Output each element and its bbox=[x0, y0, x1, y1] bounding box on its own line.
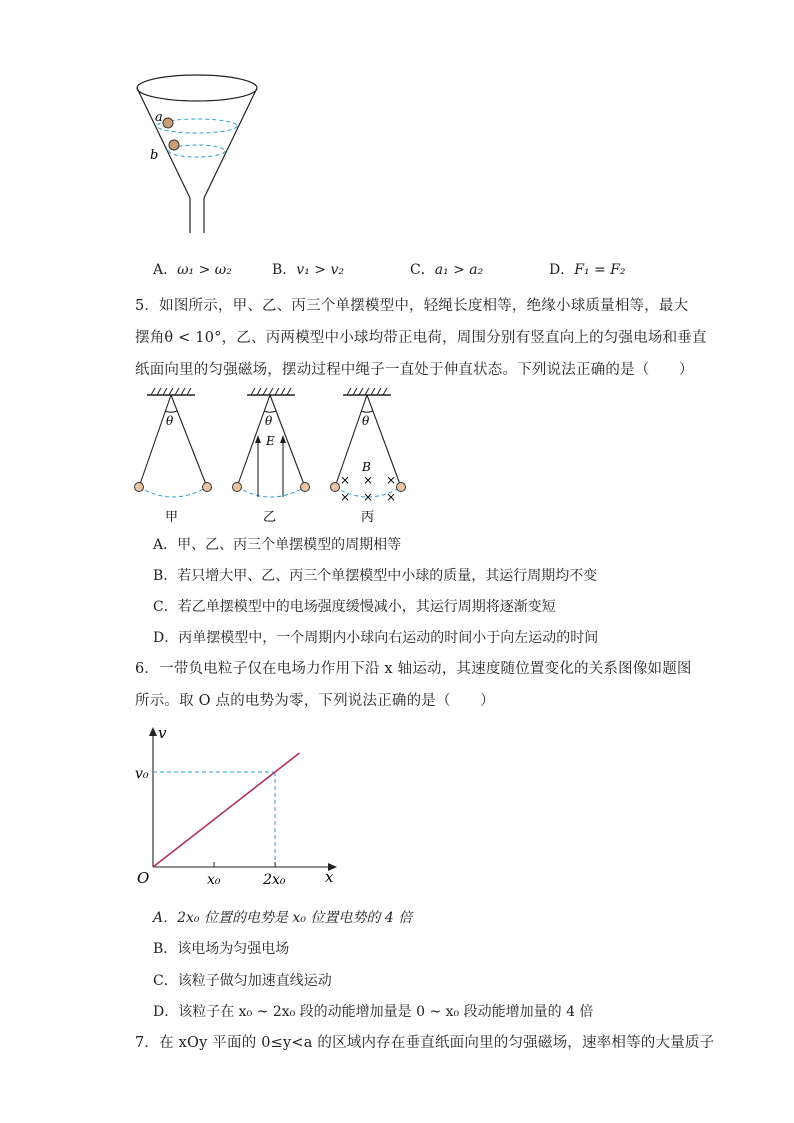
pendulum-yi bbox=[233, 388, 310, 497]
q4-option-c[interactable]: C．a₁ > a₂ bbox=[410, 262, 484, 278]
q5-stem-line-3: 纸面向里的匀强磁场，摆动过程中绳子一直处于伸直状态。下列说法正确的是（ ） bbox=[135, 362, 694, 378]
y-axis-label: v bbox=[158, 724, 167, 742]
funnel-wall-right bbox=[204, 88, 257, 198]
series-line bbox=[153, 753, 299, 867]
q6-option-d[interactable]: D．该粒子在 x₀ ~ 2x₀ 段的动能增加量是 0 ~ x₀ 段动能增加量的 4 倍 bbox=[153, 1004, 594, 1020]
x-tick-label: 2x₀ bbox=[263, 872, 286, 888]
funnel-wall-left bbox=[137, 88, 190, 198]
q6-stem-line-1: 6．一带负电粒子仅在电场力作用下沿 x 轴运动，其速度随位置变化的关系图像如题图 bbox=[135, 661, 692, 677]
label-a: a bbox=[155, 110, 163, 125]
theta-label-bing: θ bbox=[362, 414, 370, 428]
b-cross: × bbox=[363, 490, 374, 504]
y-tick-label: v₀ bbox=[135, 766, 149, 782]
q6-stem-line-2: 所示。取 O 点的电势为零，下列说法正确的是（ ） bbox=[135, 693, 495, 709]
caption-bing: 丙 bbox=[361, 510, 375, 525]
label-b: b bbox=[150, 148, 159, 163]
q5-option-b[interactable]: B．若只增大甲、乙、丙三个单摆模型中小球的质量，其运行周期均不变 bbox=[153, 568, 598, 584]
caption-yi: 乙 bbox=[263, 510, 277, 525]
funnel-figure bbox=[125, 68, 275, 238]
theta-label-yi: θ bbox=[265, 414, 273, 428]
v-x-chart bbox=[125, 722, 355, 897]
ball-a bbox=[163, 118, 173, 128]
origin-label: O bbox=[137, 869, 150, 887]
pendulum-jia bbox=[135, 388, 212, 497]
b-cross: × bbox=[386, 473, 397, 487]
q5-stem-line-2: 摆角θ < 10°，乙、丙两模型中小球均带正电荷，周围分别有竖直向上的匀强电场和垂直 bbox=[135, 330, 707, 346]
q6-option-c[interactable]: C．该粒子做匀加速直线运动 bbox=[153, 973, 332, 989]
theta-label-jia: θ bbox=[166, 414, 174, 428]
caption-jia: 甲 bbox=[165, 510, 179, 525]
q4-option-a[interactable]: A．ω₁ > ω₂ bbox=[153, 262, 232, 278]
ball-b bbox=[169, 140, 179, 150]
pendulum-bing bbox=[331, 388, 406, 504]
q4-option-b[interactable]: B．v₁ > v₂ bbox=[272, 262, 344, 278]
b-cross: × bbox=[363, 473, 374, 487]
q6-option-b[interactable]: B．该电场为匀强电场 bbox=[153, 941, 290, 957]
q6-option-a[interactable]: A．2x₀ 位置的电势是 x₀ 位置电势的 4 倍 bbox=[153, 910, 413, 926]
q4-option-d[interactable]: D．F₁ = F₂ bbox=[549, 262, 626, 278]
q5-option-c[interactable]: C．若乙单摆模型中的电场强度缓慢减小，其运行周期将逐渐变短 bbox=[153, 599, 556, 615]
q5-stem-line-1: 5．如图所示，甲、乙、丙三个单摆模型中，轻绳长度相等，绝缘小球质量相等，最大 bbox=[135, 298, 689, 314]
b-cross: × bbox=[386, 490, 397, 504]
field-b-label: B bbox=[362, 460, 371, 474]
x-axis-label: x bbox=[325, 868, 334, 886]
q5-option-d[interactable]: D．丙单摆模型中，一个周期内小球向右运动的时间小于向左运动的时间 bbox=[153, 630, 599, 646]
x-tick-label: x₀ bbox=[207, 872, 221, 888]
q5-option-a[interactable]: A．甲、乙、丙三个单摆模型的周期相等 bbox=[153, 537, 402, 553]
funnel-rim bbox=[137, 75, 257, 101]
q7-stem-line-1: 7．在 xOy 平面的 0≤y<a 的区域内存在垂直纸面向里的匀强磁场，速率相等的大量质子 bbox=[135, 1035, 715, 1051]
pendulum-figure bbox=[125, 385, 425, 530]
field-e-label: E bbox=[266, 434, 275, 448]
b-cross: × bbox=[340, 473, 351, 487]
y-axis-arrow bbox=[149, 727, 157, 736]
b-cross: × bbox=[340, 490, 351, 504]
